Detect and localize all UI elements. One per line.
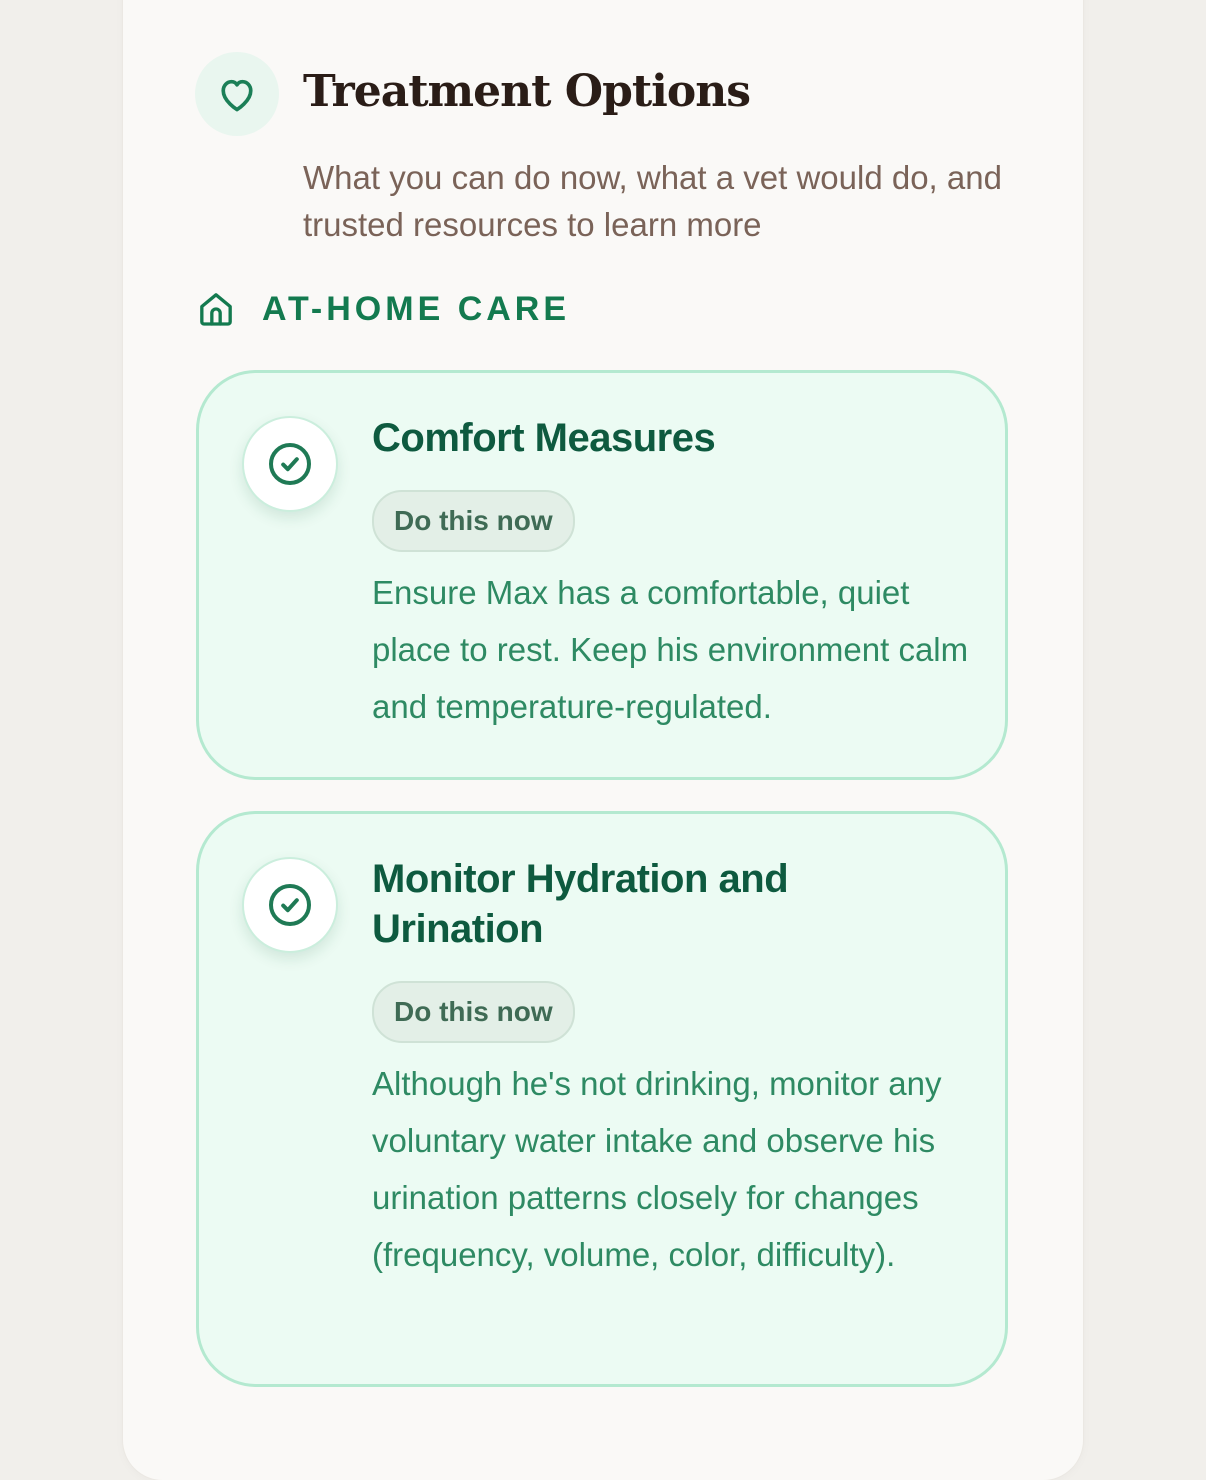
treatment-card-comfort-measures bbox=[196, 370, 1008, 780]
section-label: AT-HOME CARE bbox=[262, 290, 571, 328]
section-heading-at-home-care bbox=[196, 286, 570, 332]
page-subtitle: What you can do now, what a vet would do, and trusted resources to learn more bbox=[303, 159, 1002, 243]
status-badge: Do this now bbox=[372, 490, 575, 552]
home-icon bbox=[196, 289, 236, 329]
card-description: Ensure Max has a comfortable, quiet place to rest. Keep his environment calm and temperature-regulated. bbox=[372, 574, 969, 725]
check-circle-icon bbox=[266, 881, 314, 929]
card-check-badge bbox=[242, 416, 338, 512]
heart-icon-badge bbox=[195, 52, 279, 136]
status-badge: Do this now bbox=[372, 981, 575, 1043]
card-title: Monitor Hydration and Urination bbox=[372, 857, 789, 951]
card-description: Although he's not drinking, monitor any voluntary water intake and observe his urination patterns closely for changes (frequency, volume, color, difficulty). bbox=[372, 1065, 942, 1273]
card-check-badge bbox=[242, 857, 338, 953]
heart-icon bbox=[215, 72, 259, 116]
treatment-card-monitor-hydration bbox=[196, 811, 1008, 1387]
card-title: Comfort Measures bbox=[372, 416, 716, 460]
check-circle-icon bbox=[266, 440, 314, 488]
page-title: Treatment Options bbox=[303, 66, 750, 117]
